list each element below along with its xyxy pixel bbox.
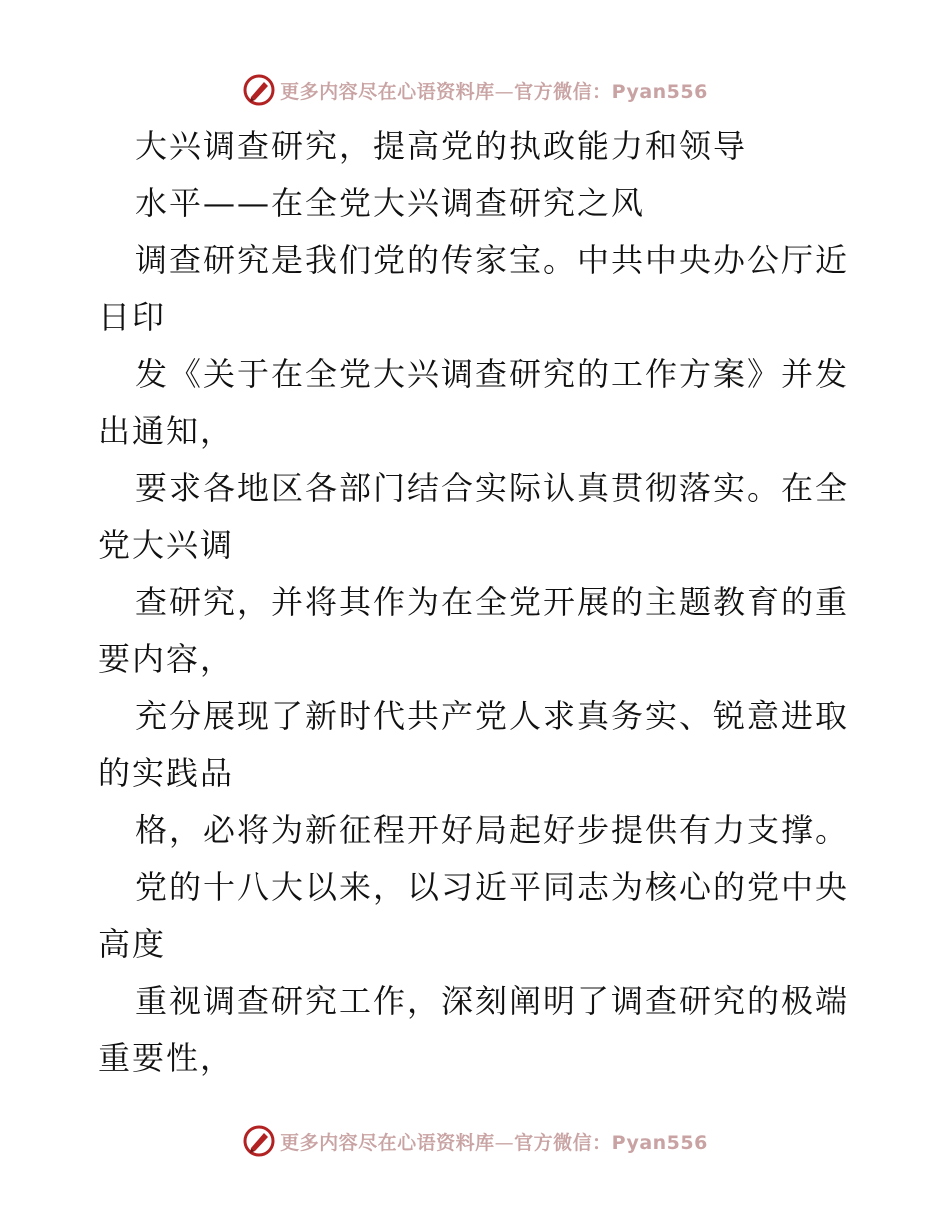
text-line: 要内容， (98, 640, 235, 678)
text-line: 格，必将为新征程开好局起好步提供有力支撑。 (135, 811, 850, 849)
document-body (98, 118, 858, 1087)
text-line: 高度 (98, 925, 167, 963)
text-line: 大兴调查研究，提高党的执政能力和领导 (135, 127, 748, 165)
footer-banner (0, 1121, 950, 1161)
text-line: 调查研究是我们党的传家宝。中共中央办公厅近 (135, 241, 850, 279)
text-line: 重要性， (98, 1039, 235, 1077)
text-line: 要求各地区各部门结合实际认真贯彻落实。在全 (135, 469, 850, 507)
header-banner (0, 70, 950, 110)
text-line: 党的十八大以来，以习近平同志为核心的党中央 (135, 868, 850, 906)
pen-logo-icon (242, 73, 276, 107)
header-banner-text: 更多内容尽在心语资料库—官方微信：Pyan556 (280, 80, 708, 103)
text-line: 充分展现了新时代共产党人求真务实、锐意进取 (135, 697, 850, 735)
text-line: 的实践品 (98, 754, 235, 792)
text-line: 水平——在全党大兴调查研究之风 (135, 184, 646, 222)
footer-banner-text: 更多内容尽在心语资料库—官方微信：Pyan556 (280, 1131, 708, 1154)
pen-logo-icon (242, 1124, 276, 1158)
text-line: 出通知， (98, 412, 235, 450)
text-line: 发《关于在全党大兴调查研究的工作方案》并发 (135, 355, 850, 393)
text-line: 日印 (98, 298, 167, 336)
text-line: 党大兴调 (98, 526, 235, 564)
text-line: 重视调查研究工作，深刻阐明了调查研究的极端 (135, 982, 850, 1020)
text-line: 查研究，并将其作为在全党开展的主题教育的重 (135, 583, 850, 621)
